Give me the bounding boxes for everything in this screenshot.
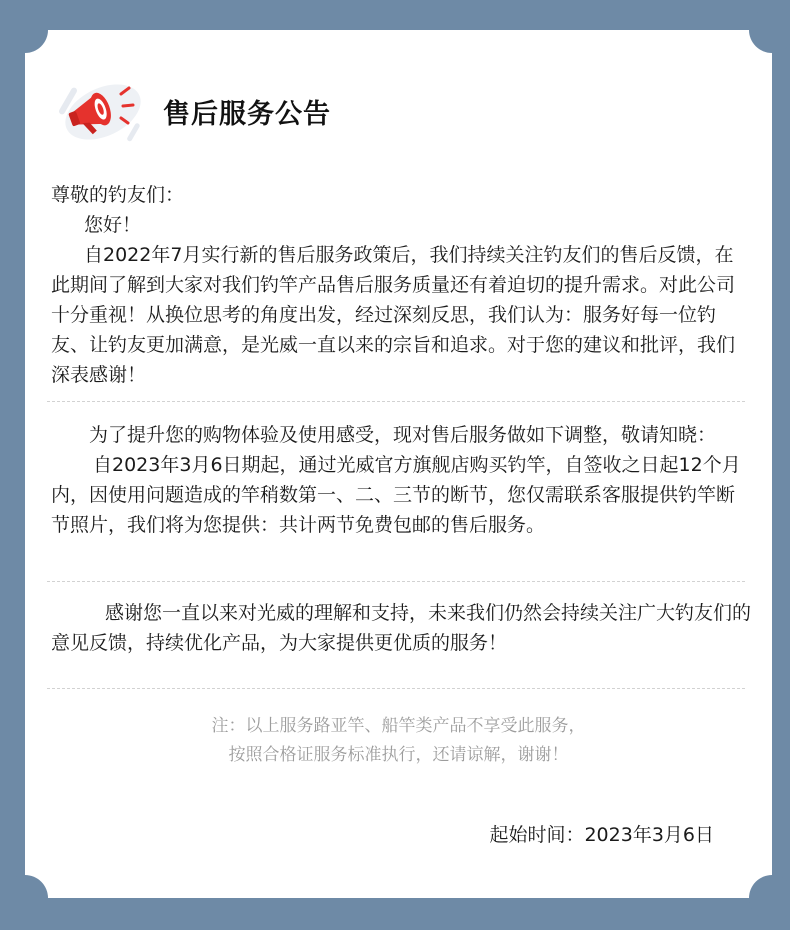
megaphone-icon	[53, 70, 153, 150]
adjustment-intro: 为了提升您的购物体验及使用感受，现对售后服务做如下调整，敬请知晓：	[89, 424, 717, 446]
thanks-paragraph: 感谢您一直以来对光威的理解和支持，未来我们仍然会持续关注广大钓友们的意见反馈，持续优化产品，为大家提供更优质的服务！	[51, 602, 752, 654]
service-note	[25, 712, 772, 770]
greeting-section	[51, 180, 751, 390]
corner-notch	[749, 7, 790, 53]
dashed-divider	[47, 401, 745, 402]
adjustment-detail: 自2023年3月6日期起，通过光威官方旗舰店购买钓竿，自签收之日起12个月内，因使用问题造成的竿稍数第一、二、三节的断节，您仅需联系客服提供钓竿断节照片，我们将为您提供：共计两节免费包邮的售后服务。	[51, 454, 741, 536]
note-line: 注：以上服务路亚竿、船竿类产品不享受此服务，	[211, 716, 586, 736]
intro-paragraph: 自2022年7月实行新的售后服务政策后，我们持续关注钓友们的售后反馈，在此期间了解到大家对我们钓竿产品售后服务质量还有着迫切的提升需求。对此公司十分重视！从换位思考的角度出发，经过深刻反思，我们认为：服务好每一位钓友、让钓友更加满意，是光威一直以来的宗旨和追求。对于您的建议和批评，我们深表感谢！	[51, 244, 736, 386]
notice-card	[25, 30, 772, 898]
corner-notch	[2, 875, 48, 921]
dashed-divider	[47, 688, 745, 689]
dashed-divider	[47, 581, 745, 582]
corner-notch	[749, 875, 790, 921]
corner-notch	[2, 7, 48, 53]
salutation: 尊敬的钓友们：	[51, 184, 185, 206]
adjustment-section	[51, 420, 751, 540]
thanks-section	[51, 598, 751, 658]
notice-header	[53, 70, 453, 150]
note-line: 按照合格证服务标准执行，还请谅解，谢谢！	[228, 745, 569, 765]
hello-line: 您好！	[84, 214, 142, 236]
page-title: 售后服务公告	[163, 99, 331, 130]
start-date: 起始时间：2023年3月6日	[489, 824, 714, 846]
